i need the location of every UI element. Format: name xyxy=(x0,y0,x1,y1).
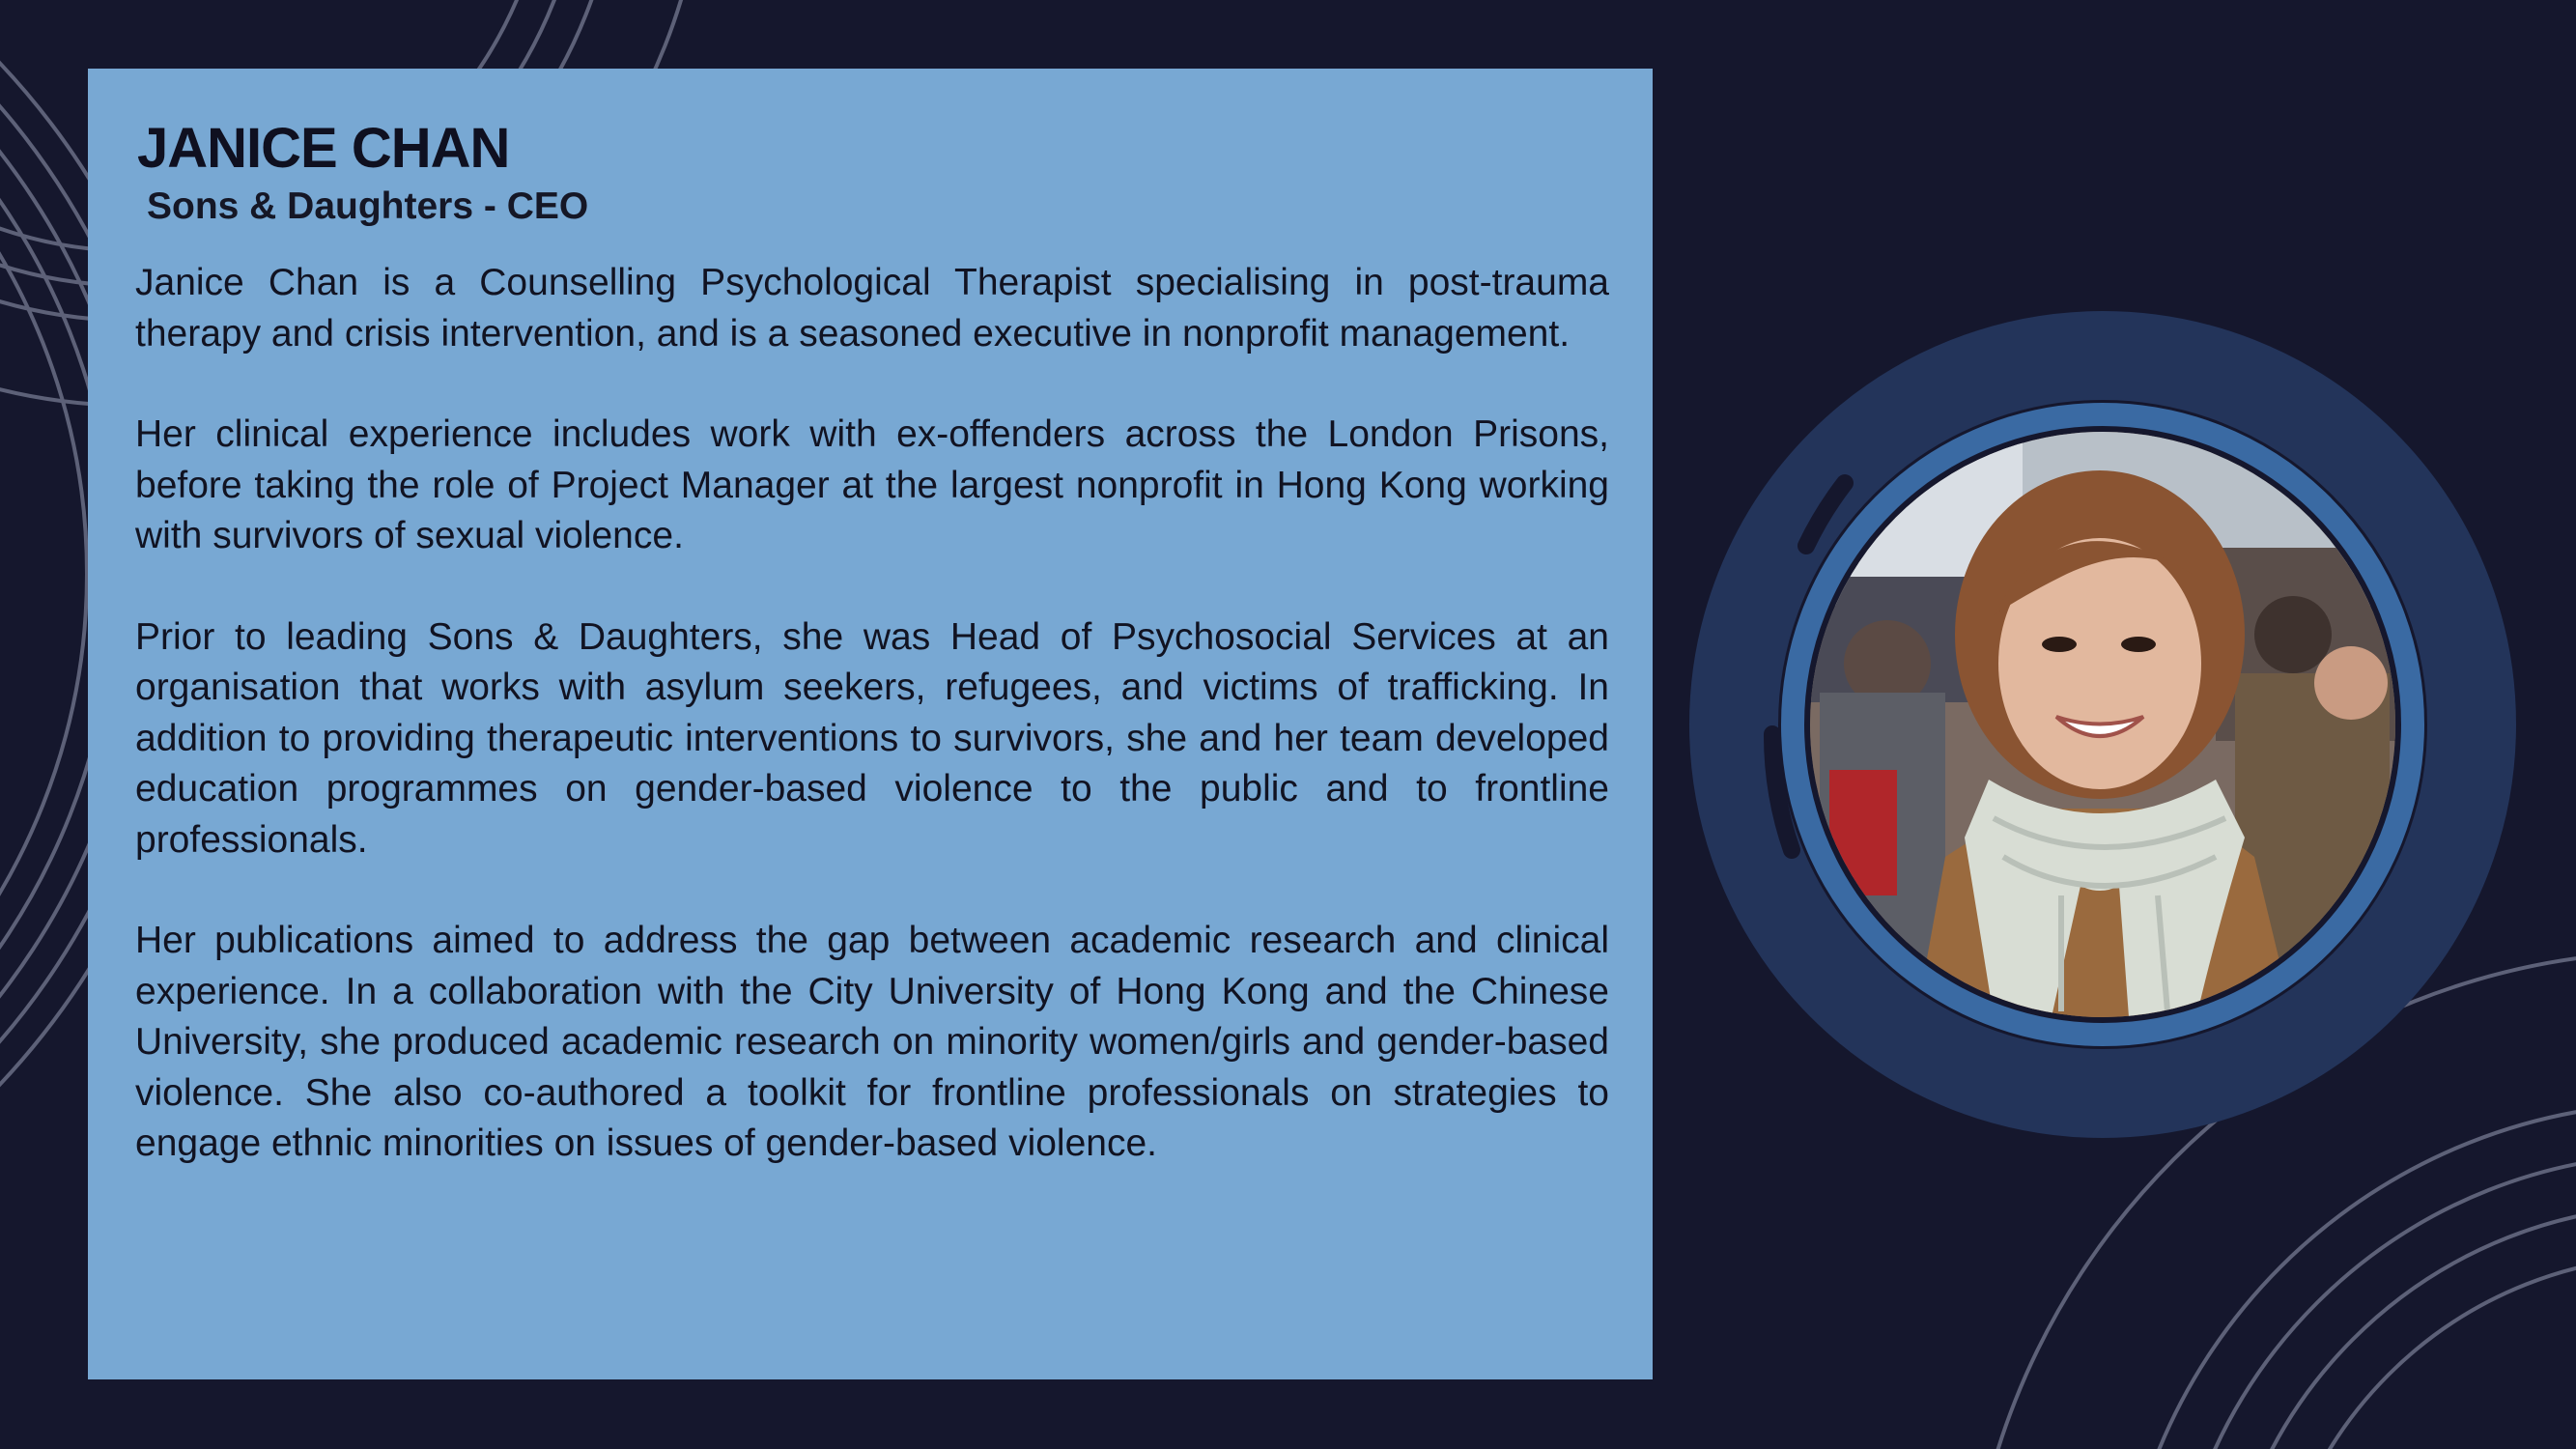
bio-paragraph: Her publications aimed to address the gap between academic research and clinical experience. In a collaboration with the City University of Hong Kong and the Chinese University, she produced academic research on minority women/girls and gender-based violence. She also co-authored a toolkit for frontline professionals on strategies to engage ethnic minorities on issues of gender-based violence. xyxy=(135,920,1609,1164)
bio-paragraph: Janice Chan is a Counselling Psychological Therapist specialising in post-trauma therapy and crisis intervention, and is a seasoned executive in nonprofit management. xyxy=(135,262,1609,355)
bio-card xyxy=(88,69,1653,1379)
person-name: JANICE CHAN xyxy=(137,117,510,180)
person-role: Sons & Daughters - CEO xyxy=(147,185,589,227)
portrait-illustration xyxy=(1810,432,2395,1017)
portrait-photo xyxy=(1810,432,2395,1017)
bio-paragraph: Her clinical experience includes work with ex-offenders across the London Prisons, before taking the role of Project Manager at the largest nonprofit in Hong Kong working with survivors of sexual violence. xyxy=(135,413,1609,556)
bio-body xyxy=(135,258,1609,1220)
bio-paragraph: Prior to leading Sons & Daughters, she was Head of Psychosocial Services at an organisation that works with asylum seekers, refugees, and victims of trafficking. In addition to providing therapeutic interventions to survivors, she and her team developed education programmes on gender-based violence to the public and to frontline professionals. xyxy=(135,615,1609,861)
